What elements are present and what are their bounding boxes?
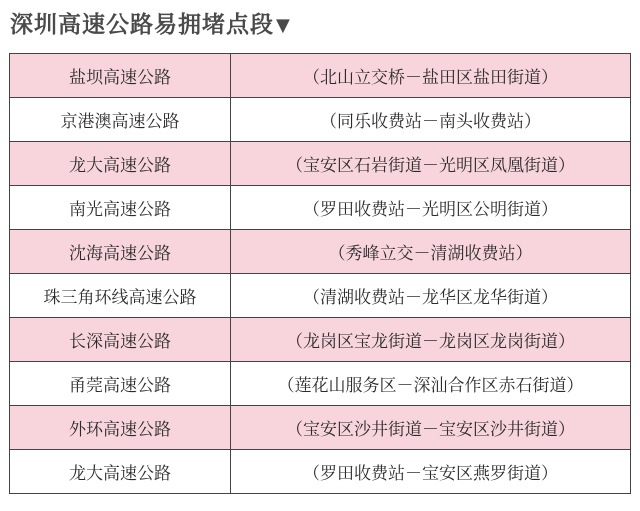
section-cell: （龙岗区宝龙街道－龙岗区龙岗街道） xyxy=(231,318,631,362)
triangle-down-icon: ▼ xyxy=(276,15,291,36)
section-cell: （清湖收费站－龙华区龙华街道） xyxy=(231,274,631,318)
table-row xyxy=(10,142,631,186)
section-cell: （秀峰立交－清湖收费站） xyxy=(231,230,631,274)
table-row xyxy=(10,186,631,230)
table-row xyxy=(10,230,631,274)
section-cell: （宝安区沙井街道－宝安区沙井街道） xyxy=(231,406,631,450)
section-cell: （北山立交桥－盐田区盐田街道） xyxy=(231,54,631,98)
table-row xyxy=(10,450,631,494)
table-row xyxy=(10,318,631,362)
section-cell: （罗田收费站－光明区公明街道） xyxy=(231,186,631,230)
table-row xyxy=(10,406,631,450)
table-row xyxy=(10,98,631,142)
section-cell: （莲花山服务区－深汕合作区赤石街道） xyxy=(231,362,631,406)
page-title xyxy=(10,6,291,39)
road-name-cell: 沈海高速公路 xyxy=(10,230,231,274)
table-row xyxy=(10,54,631,98)
road-name-cell: 甬莞高速公路 xyxy=(10,362,231,406)
table-row xyxy=(10,362,631,406)
road-name-cell: 外环高速公路 xyxy=(10,406,231,450)
road-name-cell: 龙大高速公路 xyxy=(10,450,231,494)
road-name-cell: 珠三角环线高速公路 xyxy=(10,274,231,318)
section-cell: （罗田收费站－宝安区燕罗街道） xyxy=(231,450,631,494)
road-name-cell: 长深高速公路 xyxy=(10,318,231,362)
road-name-cell: 南光高速公路 xyxy=(10,186,231,230)
road-name-cell: 龙大高速公路 xyxy=(10,142,231,186)
road-name-cell: 京港澳高速公路 xyxy=(10,98,231,142)
title-text: 深圳高速公路易拥堵点段 xyxy=(10,12,274,38)
section-cell: （宝安区石岩街道－光明区凤凰街道） xyxy=(231,142,631,186)
section-cell: （同乐收费站－南头收费站） xyxy=(231,98,631,142)
road-name-cell: 盐坝高速公路 xyxy=(10,54,231,98)
congestion-table xyxy=(9,53,631,494)
table-row xyxy=(10,274,631,318)
